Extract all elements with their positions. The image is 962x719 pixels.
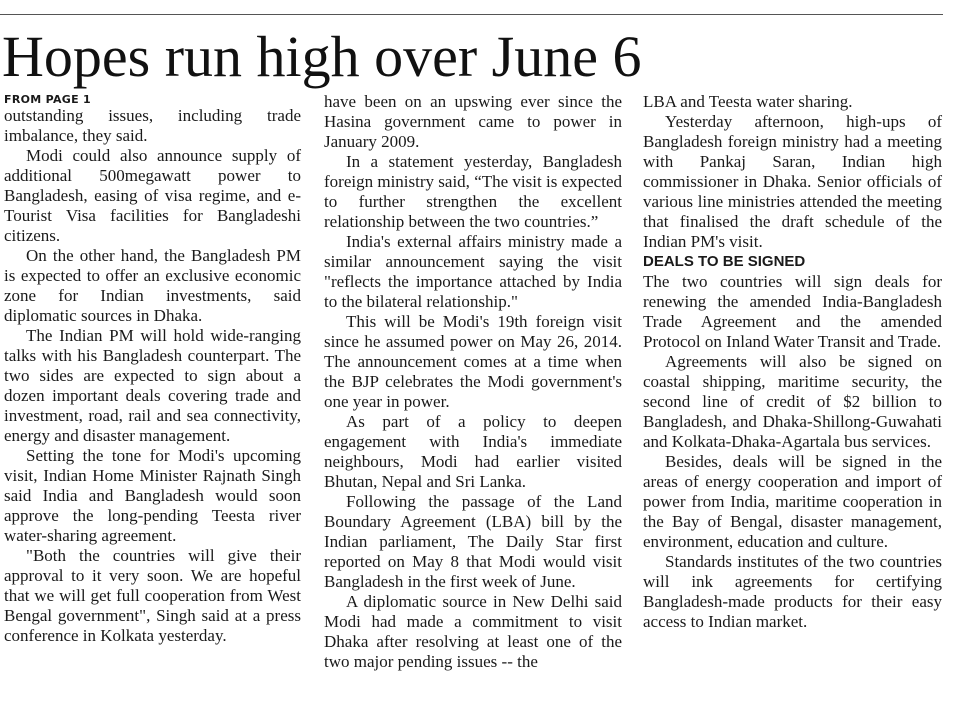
paragraph: Agreements will also be signed on coastal shipping, maritime security, the second line of credit of $2 billion to Bangladesh, and Dhaka-Shillong-Guwahati and Kolkata-Dhaka-Agartala bus services.	[643, 352, 942, 451]
paragraph: Modi could also announce supply of additional 500megawatt power to Bangladesh, easing of visa regime, and e-Tourist Visa facilities for Bangladeshi citizens.	[4, 146, 301, 245]
paragraph: have been on an upswing ever since the Hasina government came to power in January 2009.	[324, 92, 622, 151]
paragraph: As part of a policy to deepen engagement with India's immediate neighbours, Modi had earlier visited Bhutan, Nepal and Sri Lanka.	[324, 412, 622, 491]
column-2	[324, 92, 622, 672]
paragraph: A diplomatic source in New Delhi said Modi had made a commitment to visit Dhaka after resolving at least one of the two major pending issues -- the	[324, 592, 622, 671]
paragraph: This will be Modi's 19th foreign visit since he assumed power on May 26, 2014. The announcement comes at a time when the BJP celebrates the Modi government's one year in power.	[324, 312, 622, 411]
headline: Hopes run high over June 6	[2, 24, 642, 89]
paragraph: The two countries will sign deals for renewing the amended India-Bangladesh Trade Agreement and the amended Protocol on Inland Water Transit and Trade.	[643, 272, 942, 351]
subheading-deals: DEALS TO BE SIGNED	[643, 253, 806, 270]
paragraph: LBA and Teesta water sharing.	[643, 92, 853, 111]
paragraph: outstanding issues, including trade imbalance, they said.	[4, 106, 301, 145]
paragraph: Yesterday afternoon, high-ups of Bangladesh foreign ministry had a meeting with Pankaj Saran, Indian high commissioner in Dhaka. Senior officials of various line ministries attended the meeting that finalised the draft schedule of the Indian PM's visit.	[643, 112, 942, 251]
column-3	[643, 92, 942, 632]
paragraph: In a statement yesterday, Bangladesh foreign ministry said, “The visit is expected to further strengthen the excellent relationship between the two countries.”	[324, 152, 622, 231]
paragraph: Setting the tone for Modi's upcoming visit, Indian Home Minister Rajnath Singh said India and Bangladesh would soon approve the long-pending Teesta river water-sharing agreement.	[4, 446, 301, 545]
paragraph: "Both the countries will give their approval to it very soon. We are hopeful that we will get full cooperation from West Bengal government", Singh said at a press conference in Kolkata yesterday.	[4, 546, 301, 645]
paragraph: On the other hand, the Bangladesh PM is expected to offer an exclusive economic zone for Indian investments, said diplomatic sources in Dhaka.	[4, 246, 301, 325]
column-1	[4, 92, 301, 646]
paragraph: The Indian PM will hold wide-ranging talks with his Bangladesh counterpart. The two sides are expected to sign about a dozen important deals covering trade and investment, road, rail and sea connectivity, energy and disaster management.	[4, 326, 301, 445]
paragraph: Besides, deals will be signed in the areas of energy cooperation and import of power from India, maritime cooperation in the Bay of Bengal, disaster management, environment, education and culture.	[643, 452, 942, 551]
from-page-label: FROM PAGE 1	[4, 93, 92, 106]
paragraph: India's external affairs ministry made a similar announcement saying the visit "reflects the importance attached by India to the bilateral relationship."	[324, 232, 622, 311]
bottom-crop	[0, 700, 962, 719]
paragraph: Following the passage of the Land Boundary Agreement (LBA) bill by the Indian parliament, The Daily Star first reported on May 8 that Modi would visit Bangladesh in the first week of June.	[324, 492, 622, 591]
top-rule	[0, 14, 943, 15]
paragraph: Standards institutes of the two countries will ink agreements for certifying Bangladesh-made products for their easy access to Indian market.	[643, 552, 942, 631]
